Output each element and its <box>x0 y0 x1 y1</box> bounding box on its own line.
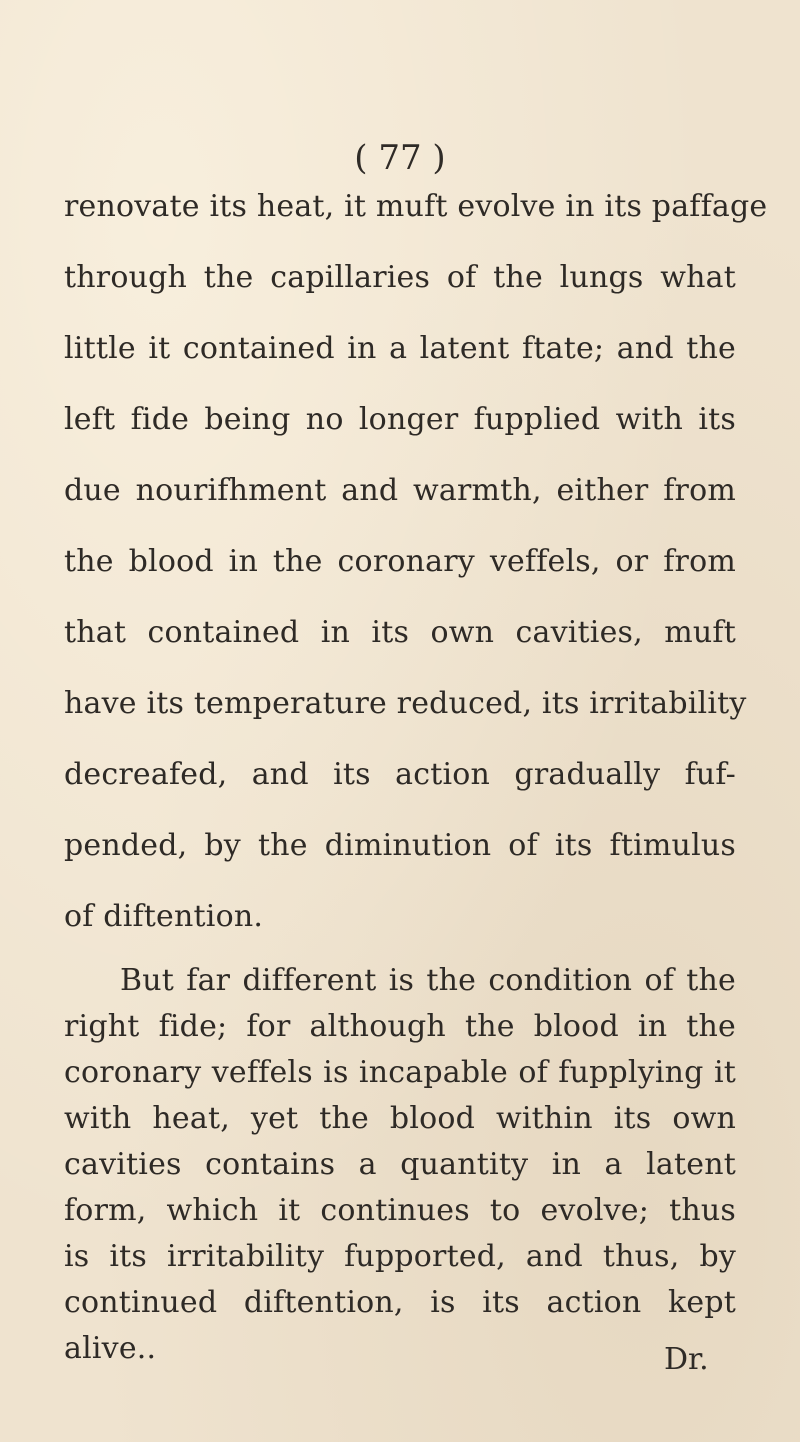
text-line: the blood in the coronary veffels, or from <box>64 544 736 579</box>
text-line: with heat, yet the blood within its own <box>64 1101 736 1136</box>
catchword: Dr. <box>664 1342 709 1377</box>
text-line: that contained in its own cavities, muft <box>64 615 736 650</box>
text-line: of diftention. <box>64 899 264 934</box>
text-line: is its irritability fupported, and thus, by <box>64 1239 736 1274</box>
text-line: coronary veffels is incapable of fupplying it <box>64 1055 736 1090</box>
text-line: due nourifhment and warmth, either from <box>64 473 736 508</box>
text-line: renovate its heat, it muft evolve in its paffage <box>64 189 768 224</box>
text-line: But far different is the condition of the <box>120 963 736 998</box>
page-number: ( 77 ) <box>354 138 446 178</box>
text-line: alive.. <box>64 1331 157 1366</box>
text-line: have its temperature reduced, its irritability <box>64 686 747 721</box>
text-line: through the capillaries of the lungs what <box>64 260 736 295</box>
text-line: left fide being no longer fupplied with its <box>64 402 736 437</box>
text-line: continued diftention, is its action kept <box>64 1285 736 1320</box>
text-line: pended, by the diminution of its ftimulus <box>64 828 736 863</box>
text-line: cavities contains a quantity in a latent <box>64 1147 736 1182</box>
text-line: form, which it continues to evolve; thus <box>64 1193 736 1228</box>
text-line: little it contained in a latent ftate; and the <box>64 331 736 366</box>
text-line: right fide; for although the blood in the <box>64 1009 736 1044</box>
text-line: decreafed, and its action gradually fuf- <box>64 757 736 792</box>
